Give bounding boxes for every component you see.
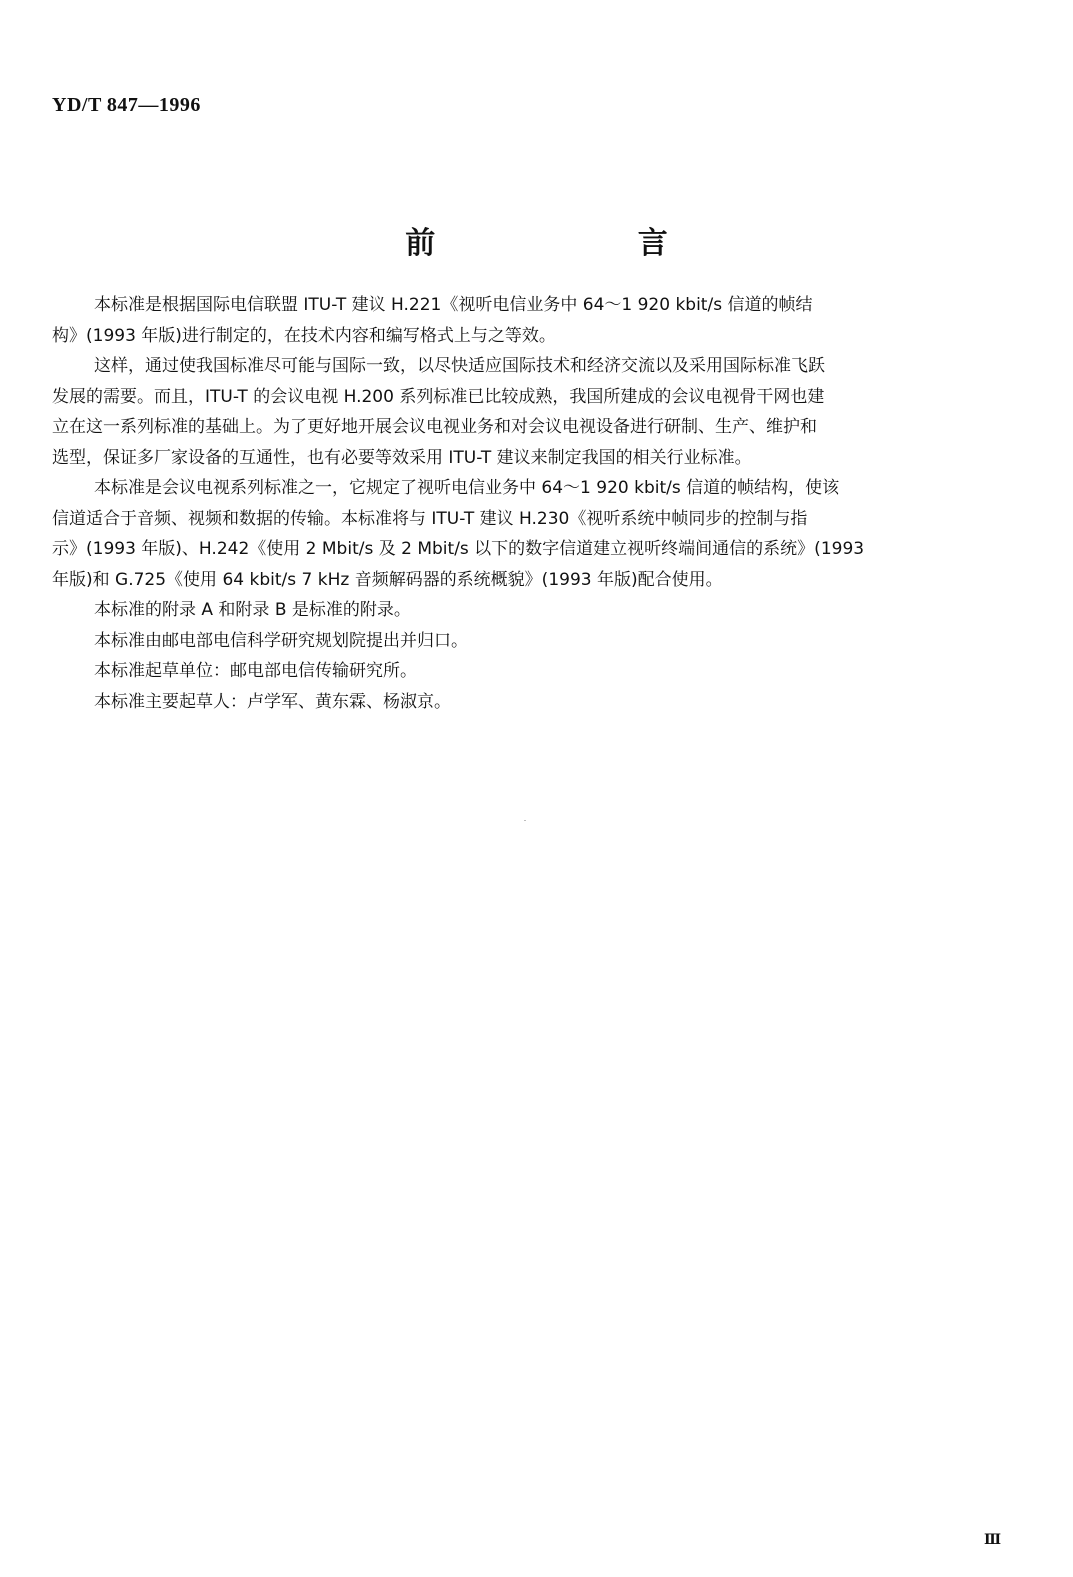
paragraph-1 (52, 290, 1010, 351)
paragraph-line: 示》(1993 年版)、H.242《使用 2 Mbit/s 及 2 Mbit/s 以下的数字信道建立视听终端间通信的系统》(1993 (52, 539, 865, 559)
paragraph-line: 选型，保证多厂家设备的互通性，也有必要等效采用 ITU-T 建议来制定我国的相关行业标准。 (52, 447, 752, 468)
page-number: Ⅲ (984, 1533, 1002, 1548)
scan-speck (524, 820, 526, 821)
paragraph-3 (52, 473, 1010, 595)
standard-code: YD/T 847—1996 (52, 94, 201, 116)
paragraph-line: 构》(1993 年版)进行制定的，在技术内容和编写格式上与之等效。 (52, 325, 556, 346)
paragraph-line: 本标准是根据国际电信联盟 ITU-T 建议 H.221《视听电信业务中 64～1 920 kbit/s 信道的帧结 (94, 295, 813, 315)
paragraph-line: 本标准由邮电部电信科学研究规划院提出并归口。 (94, 630, 468, 651)
paragraph-line: 这样，通过使我国标准尽可能与国际一致，以尽快适应国际技术和经济交流以及采用国际标准飞跃 (94, 356, 825, 376)
paragraph-line: 本标准主要起草人：卢学军、黄东霖、杨淑京。 (94, 691, 451, 712)
paragraph-line: 本标准起草单位：邮电部电信传输研究所。 (94, 661, 417, 681)
paragraph-line: 本标准的附录 A 和附录 B 是标准的附录。 (94, 600, 411, 620)
paragraph-7 (52, 687, 1010, 718)
paragraph-line: 发展的需要。而且，ITU-T 的会议电视 H.200 系列标准已比较成熟，我国所建成的会议电视骨干网也建 (52, 386, 825, 407)
paragraph-line: 本标准是会议电视系列标准之一，它规定了视听电信业务中 64～1 920 kbit/s 信道的帧结构，使该 (94, 478, 840, 498)
page-title: 前 言 (405, 226, 764, 261)
paragraph-4 (52, 595, 1010, 626)
paragraph-2 (52, 351, 1010, 473)
paragraph-line: 信道适合于音频、视频和数据的传输。本标准将与 ITU-T 建议 H.230《视听系统中帧同步的控制与指 (52, 508, 808, 529)
paragraph-5 (52, 626, 1010, 657)
paragraph-6 (52, 656, 1010, 687)
document-body (52, 290, 1010, 717)
paragraph-line: 年版)和 G.725《使用 64 kbit/s 7 kHz 音频解码器的系统概貌》(1993 年版)配合使用。 (52, 569, 723, 590)
paragraph-line: 立在这一系列标准的基础上。为了更好地开展会议电视业务和对会议电视设备进行研制、生产、维护和 (52, 417, 817, 437)
